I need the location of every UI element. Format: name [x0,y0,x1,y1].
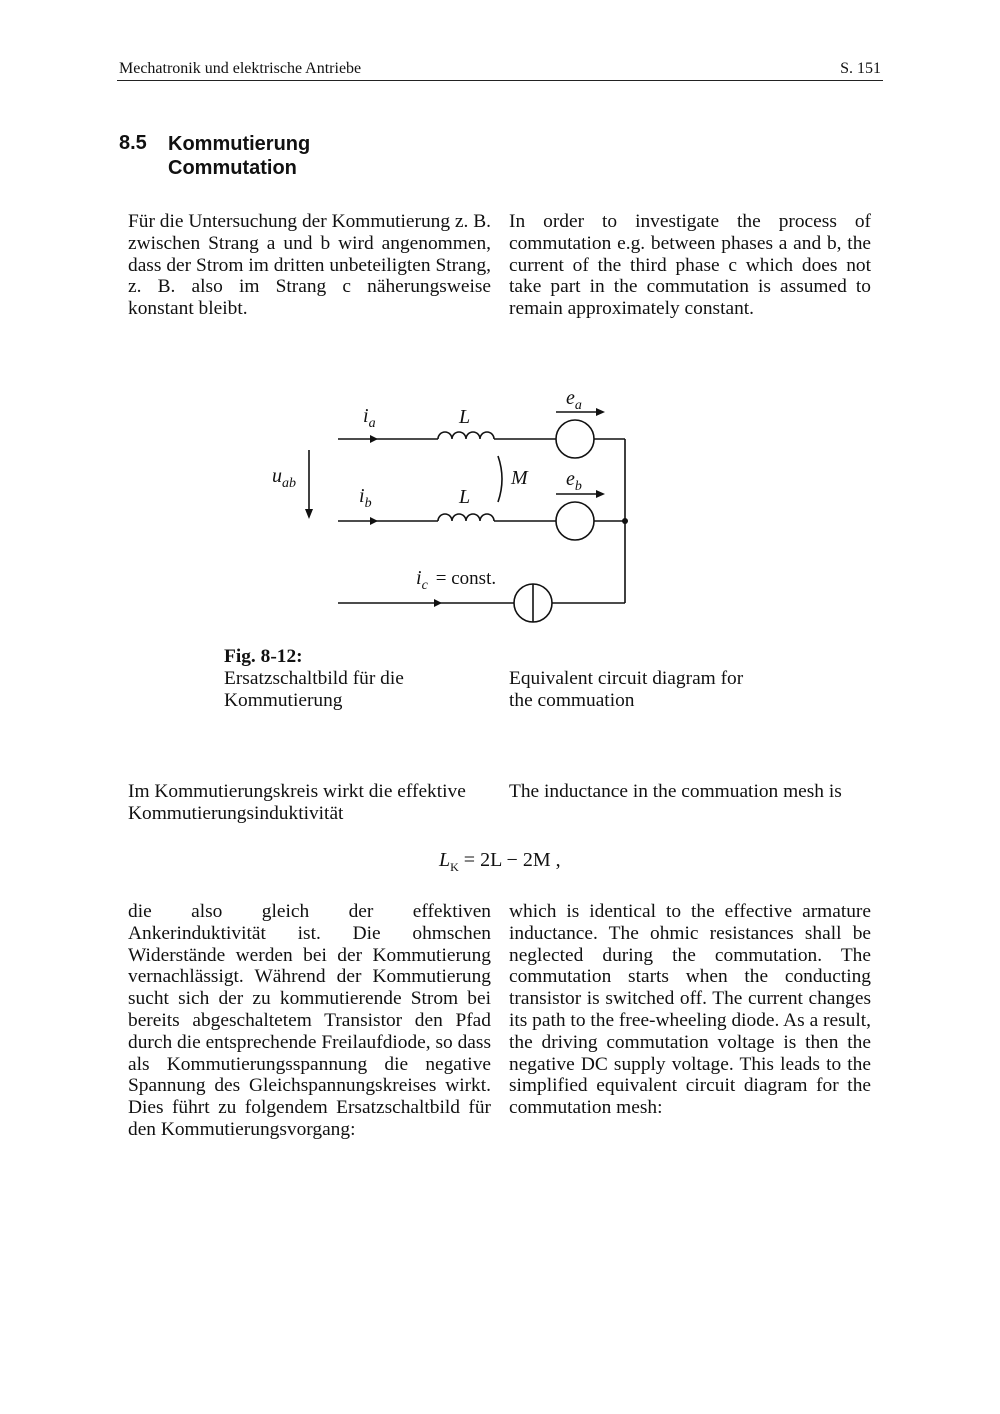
ib-arrowhead [370,517,378,525]
final-paragraph-de: die also gleich der effektiven Ankerinduktivität ist. Die ohmschen Widerstände werden bei der Kommutierung vernachlässigt. Während der Kommutierung sucht sich der zu kommutierende Strom bei bereits abgeschaltetem Transistor den Pfad durch die entsprechende Freilaufdiode, so dass als Kommutierungsspannung die negative Spannung des Gleichspannungskreises wirkt. Dies führt zu folgendem Ersatzschaltbild für den Kommutierungsvorgang: [128,901,491,1140]
figure-caption-de: Ersatzschaltbild für die Kommutierung [224,668,404,711]
section-title-en: Commutation [168,157,297,179]
inductance-paragraph-de: Im Kommutierungskreis wirkt die effektive Kommutierungsinduktivität [128,781,466,824]
final-paragraph-en: which is identical to the effective armature inductance. The ohmic resistances shall be neglected during the commutation. The commutation starts when the conducting transistor is switched off. The current changes its path to the free-wheeling diode. As a result, the driving commutation voltage is then the negative DC supply voltage. This leads to the simplified equivalent circuit diagram for the commutation mesh: [509,901,871,1119]
source-ea [556,420,594,458]
equation-rhs: = 2L − 2M , [463,849,561,871]
figure-caption-en: Equivalent circuit diagram for the commuation [509,668,744,711]
label-eb: $e_b$ [566,468,582,494]
inductance-paragraph-en: The inductance in the commuation mesh is [509,781,842,802]
label-L-bottom: L [459,486,471,508]
label-ib: $i_b$ [359,485,372,511]
label-M: M [511,467,528,489]
eb-arrowhead [596,490,605,498]
section-number: 8.5 [119,132,147,154]
commutation-circuit-diagram [0,0,1000,640]
label-ea: $e_a$ [566,387,582,413]
figure-label: Fig. 8-12: [224,646,303,667]
label-L-top: L [459,406,471,428]
equation-subscript: K [450,860,459,874]
ia-arrowhead [370,435,378,443]
equation-commutation-inductance [439,849,561,875]
section-title-de: Kommutierung [168,133,311,155]
equation-lhs: L [439,849,451,871]
uab-arrowhead [305,509,313,519]
label-uab: $u_{ab}$ [272,465,296,491]
label-ic: $i_c$ = const. [416,567,497,593]
inductor-a [438,432,494,439]
ic-arrowhead [434,599,442,607]
inductor-b [438,514,494,521]
intro-paragraph-en: In order to investigate the process of commutation e.g. between phases a and b, the current of the third phase c which does not take part in the commutation is assumed to remain approximately constant. [509,211,871,320]
source-eb [556,502,594,540]
intro-paragraph-de: Für die Untersuchung der Kommutierung z. B. zwischen Strang a und b wird angenommen, dass der Strom im dritten unbeteiligten Strang, z. B. also im Strang c näherungsweise konstant bleibt. [128,211,491,320]
label-ia: $i_a$ [363,405,376,431]
page-number: S. 151 [840,60,881,77]
star-node-dot [622,518,628,524]
mutual-coupling-bracket [498,456,502,502]
ea-arrowhead [596,408,605,416]
running-header-title: Mechatronik und elektrische Antriebe [119,60,362,77]
